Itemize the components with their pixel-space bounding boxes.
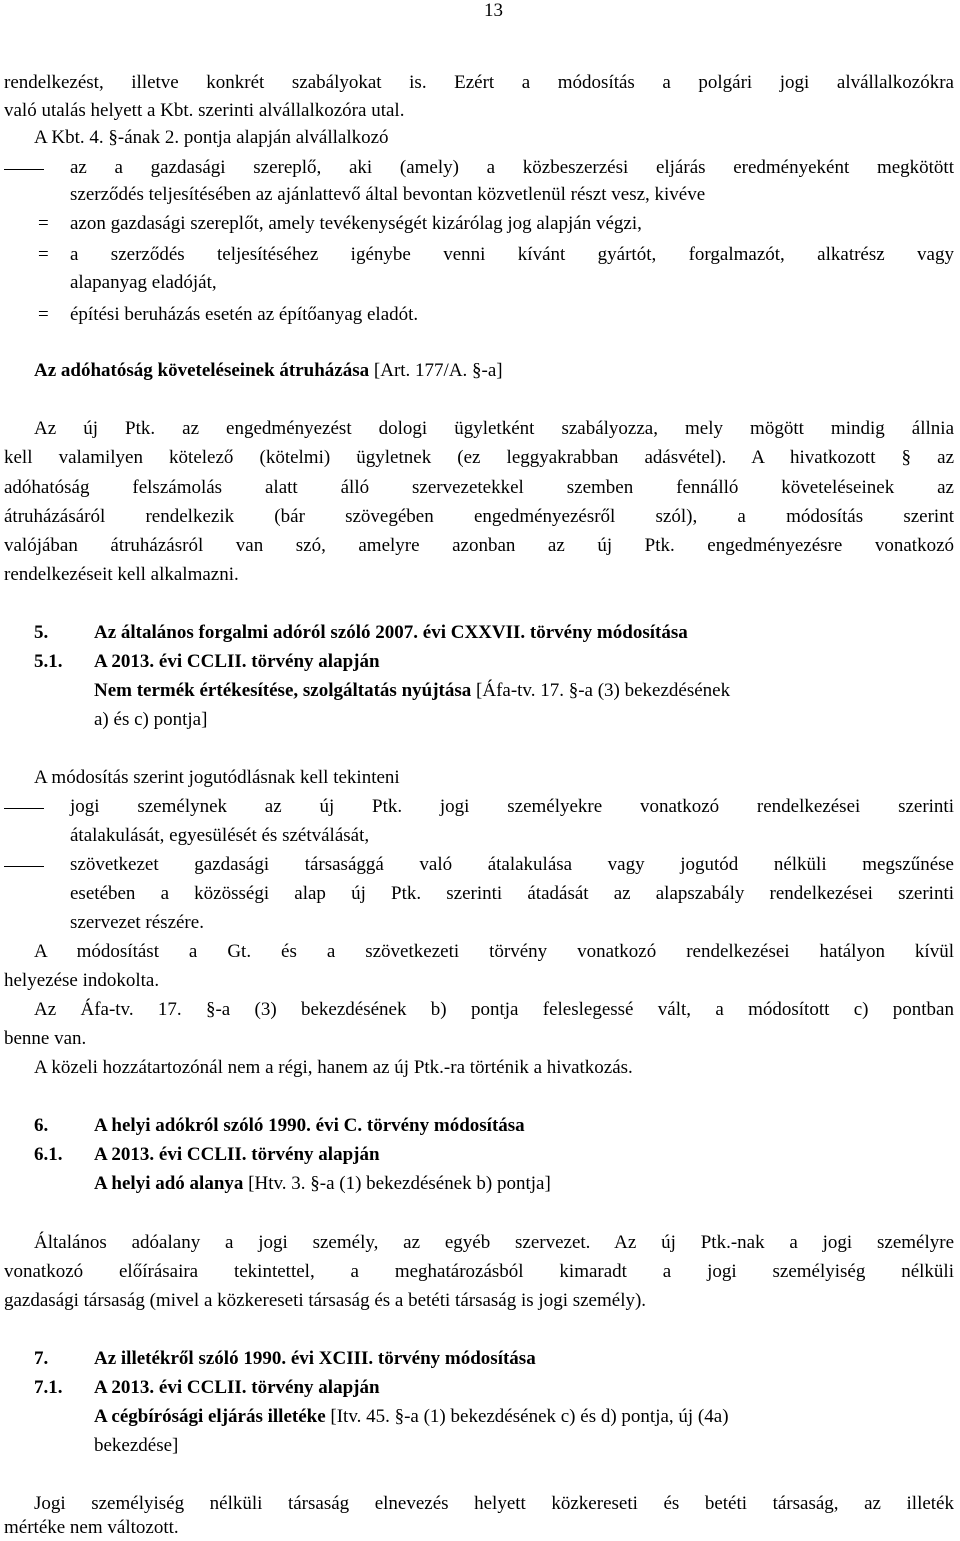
paragraph-line: gazdasági társaság (mivel a közkereseti társaság és a betéti társaság is jogi személy). bbox=[4, 1290, 647, 1311]
subsection-subtitle: bekezdése] bbox=[94, 1435, 179, 1456]
list-item: jogi személynek az új Ptk. jogi személyekre vonatkozó rendelkezései szerinti bbox=[70, 796, 954, 817]
list-item: azon gazdasági szereplőt, amely tevékenységét kizárólag jog alapján végzi, bbox=[70, 213, 642, 234]
paragraph-line: adóhatóság felszámolás alatt álló szervezetekkel szemben fennálló követeléseinek az bbox=[4, 477, 954, 498]
paragraph-line: Az Áfa-tv. 17. §-a (3) bekezdésének b) pontja feleslegessé vált, a módosított c) pontban bbox=[34, 999, 954, 1020]
paragraph-line: Általános adóalany a jogi személy, az egyéb szervezet. Az új Ptk.-nak a jogi személyre bbox=[34, 1232, 954, 1253]
list-item: szerződés teljesítésében az ajánlattevő által bevontan közvetlenül részt vesz, kivéve bbox=[70, 184, 706, 205]
dash-bullet-icon bbox=[4, 169, 44, 170]
paragraph-line: kell valamilyen kötelező (kötelmi) ügyletnek (ez leggyakrabban adásvétel). A hivatkozott § az bbox=[4, 447, 954, 468]
paragraph-line: valójában átruházásról van szó, amelyre azonban az új Ptk. engedményezésre vonatkozó bbox=[4, 535, 954, 556]
subsection-subtitle: A cégbírósági eljárás illetéke [Itv. 45. §-a (1) bekezdésének c) és d) pontja, új (4a) bbox=[94, 1406, 729, 1427]
list-item: építési beruházás esetén az építőanyag eladót. bbox=[70, 304, 419, 325]
paragraph-line: rendelkezést, illetve konkrét szabályokat is. Ezért a módosítás a polgári jogi alvállalkozókra bbox=[4, 72, 954, 93]
equals-bullet-icon: = bbox=[38, 304, 49, 325]
subsection-subtitle: A helyi adó alanya [Htv. 3. §-a (1) bekezdésének b) pontja] bbox=[94, 1173, 551, 1194]
section-title: A helyi adókról szóló 1990. évi C. törvény módosítása bbox=[94, 1115, 525, 1136]
paragraph-line: vonatkozó előírásaira tekintettel, a meghatározásból kimaradt a jogi személyiség nélküli bbox=[4, 1261, 954, 1282]
list-item: esetében a közösségi alap új Ptk. szerinti átadását az alapszabály rendelkezései szerinti bbox=[70, 883, 954, 904]
page-number: 13 bbox=[484, 0, 503, 21]
subsection-number: 7.1. bbox=[34, 1377, 63, 1398]
paragraph-line: mértéke nem változott. bbox=[4, 1517, 179, 1538]
dash-bullet-icon bbox=[4, 866, 44, 867]
subsection-subtitle: a) és c) pontja] bbox=[94, 709, 208, 730]
dash-bullet-icon bbox=[4, 808, 44, 809]
paragraph-line: rendelkezéseit kell alkalmazni. bbox=[4, 564, 239, 585]
paragraph-line: átruházásáról rendelkezik (bár szövegében engedményezésről szól), a módosítás szerint bbox=[4, 506, 954, 527]
subsection-subtitle: Nem termék értékesítése, szolgáltatás nyújtása [Áfa-tv. 17. §-a (3) bekezdésének bbox=[94, 680, 731, 701]
paragraph-line: Jogi személyiség nélküli társaság elnevezés helyett közkereseti és betéti társaság, az illeték bbox=[34, 1493, 954, 1514]
list-item: alapanyag eladóját, bbox=[70, 272, 217, 293]
list-item: átalakulását, egyesülését és szétválását, bbox=[70, 825, 370, 846]
list-item: szervezet részére. bbox=[70, 912, 204, 933]
section-heading: Az adóhatóság követeléseinek átruházása [Art. 177/A. §-a] bbox=[34, 360, 503, 381]
list-item: az a gazdasági szereplő, aki (amely) a közbeszerzési eljárás eredményeként megkötött bbox=[70, 157, 954, 178]
paragraph-line: benne van. bbox=[4, 1028, 87, 1049]
paragraph-line: helyezése indokolta. bbox=[4, 970, 160, 991]
equals-bullet-icon: = bbox=[38, 244, 49, 265]
section-number: 7. bbox=[34, 1348, 49, 1369]
paragraph-line: való utalás helyett a Kbt. szerinti alvállalkozóra utal. bbox=[4, 100, 405, 121]
section-number: 5. bbox=[34, 622, 49, 643]
equals-bullet-icon: = bbox=[38, 213, 49, 234]
list-item: szövetkezet gazdasági társasággá való átalakulása vagy jogutód nélküli megszűnése bbox=[70, 854, 954, 875]
section-number: 6. bbox=[34, 1115, 49, 1136]
list-item: a szerződés teljesítéséhez igénybe venni kívánt gyártót, forgalmazót, alkatrész vagy bbox=[70, 244, 954, 265]
subsection-title: A 2013. évi CCLII. törvény alapján bbox=[94, 1144, 380, 1165]
subsection-title: A 2013. évi CCLII. törvény alapján bbox=[94, 1377, 380, 1398]
section-title: Az illetékről szóló 1990. évi XCIII. törvény módosítása bbox=[94, 1348, 536, 1369]
subsection-number: 6.1. bbox=[34, 1144, 63, 1165]
subsection-number: 5.1. bbox=[34, 651, 63, 672]
paragraph-line: A módosítás szerint jogutódlásnak kell tekinteni bbox=[34, 767, 400, 788]
section-title: Az általános forgalmi adóról szóló 2007. évi CXXVII. törvény módosítása bbox=[94, 622, 688, 643]
paragraph-line: A módosítást a Gt. és a szövetkezeti törvény vonatkozó rendelkezései hatályon kívül bbox=[34, 941, 954, 962]
paragraph-line: A Kbt. 4. §-ának 2. pontja alapján alvállalkozó bbox=[34, 127, 389, 148]
paragraph-line: Az új Ptk. az engedményezést dologi ügyletként szabályozza, mely mögött mindig állnia bbox=[34, 418, 954, 439]
subsection-title: A 2013. évi CCLII. törvény alapján bbox=[94, 651, 380, 672]
paragraph-line: A közeli hozzátartozónál nem a régi, hanem az új Ptk.-ra történik a hivatkozás. bbox=[34, 1057, 633, 1078]
